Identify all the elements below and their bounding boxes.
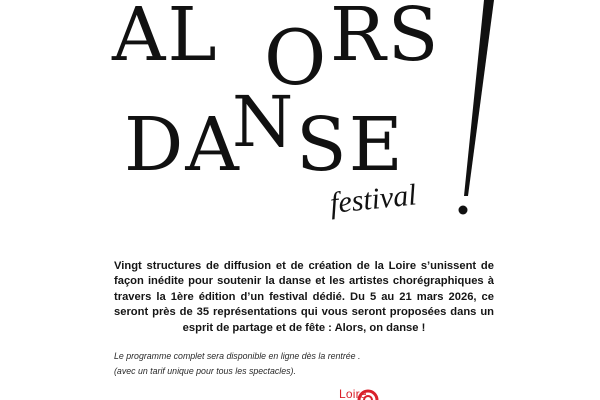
logo-word-danse-left: DA	[124, 102, 241, 188]
loire-swirl-icon	[330, 386, 390, 400]
loire-partner-logo	[330, 386, 390, 400]
program-notes	[114, 349, 494, 378]
logo-script-festival: festival	[328, 178, 419, 221]
logo-word-danse-right: SE	[296, 102, 405, 188]
program-note-line: Le programme complet sera disponible en ligne dès la rentrée .	[114, 351, 361, 361]
exclamation-dot	[459, 206, 468, 215]
logo-word-alors-left: AL	[112, 0, 219, 78]
logo-word-alors-right: RS	[330, 0, 441, 78]
exclamation-stroke	[464, 0, 494, 196]
tariff-note-line: (avec un tarif unique pour tous les spectacles).	[114, 365, 296, 376]
logo-letter-n: N	[232, 81, 294, 163]
logo-letter-o: O	[264, 13, 327, 102]
intro-paragraph: Vingt structures de diffusion et de création de la Loire s’unissent de façon inédite pour soutenir la danse et les artistes chorégraphiques à travers la 1ère édition d’un festival dédié. Du 5 au 21 mars 2026, ce seront près de 35 représentations qui vous seront proposées dans un esprit de partage et de fête : Alors, on danse !	[114, 260, 494, 334]
loire-logo-word: Loire	[339, 387, 367, 400]
